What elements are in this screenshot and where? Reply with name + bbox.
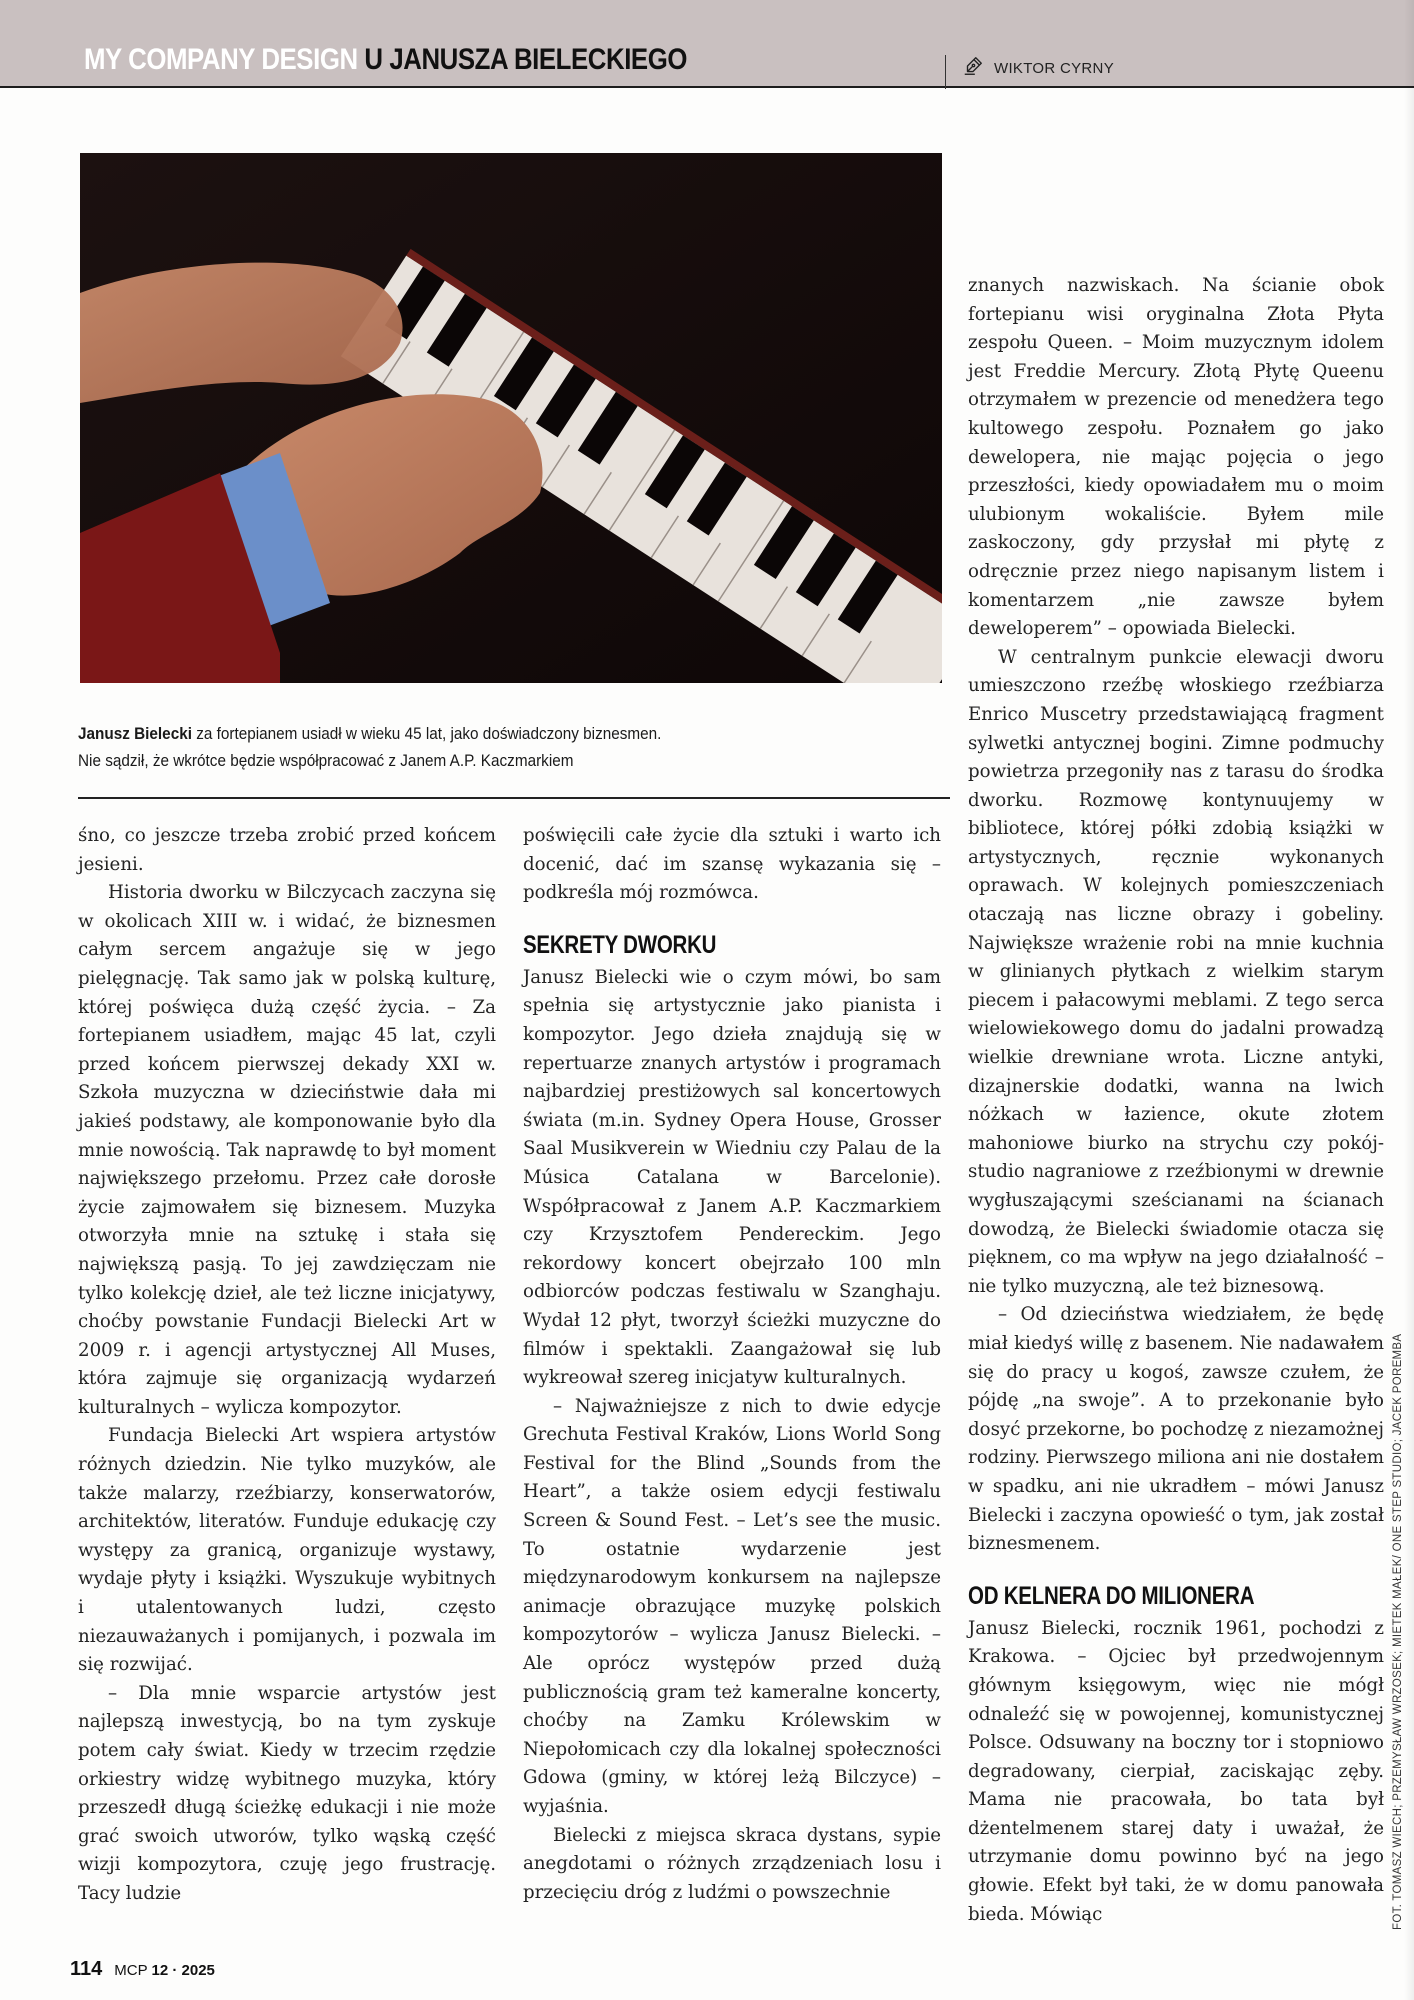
magazine-issue — [114, 1962, 215, 1979]
article-title: U JANUSZA BIELECKIEGO — [364, 43, 687, 76]
page-title — [84, 40, 687, 80]
magazine-name: MCP — [114, 1962, 148, 1979]
paragraph: – Od dzieciństwa wiedziałem, że będę miał kiedyś willę z basenem. Nie nadawałem się do pracy u kogoś, zawsze czułem, że pójdę „na swoje”. A to przekonanie było dosyć przekorne, bo pochodzę z niezamożnej rodziny. Pierwszego miliona ani nie dostałem w spadku, ani nie ukradłem – mówi Janusz Bielecki i zaczyna opowieść o tym, jak został biznesmenem. — [968, 1304, 1384, 1555]
article-column-1 — [78, 822, 496, 1909]
article-column-2 — [523, 822, 941, 1907]
paragraph: śno, co jeszcze trzeba zrobić przed końcem jesieni. — [78, 825, 496, 875]
paragraph: – Dla mnie wsparcie artystów jest najlepszą inwestycją, bo na tym zyskuje potem cały świat. Kiedy w trzecim rzędzie orkiestry widzę wybitnego muzyka, który przeszedł długą ścieżkę edukacji i nie może grać swoich utworów, tylko wąską część wizji kompozytora, czuję jego frustrację. Tacy ludzie — [78, 1682, 496, 1904]
pen-nib-icon — [962, 55, 984, 81]
article-photo-piano-hands — [80, 153, 942, 683]
photo-caption — [78, 720, 762, 774]
author-byline — [962, 55, 1114, 81]
paragraph: znanych nazwiskach. Na ścianie obok fortepianu wisi oryginalna Złota Płyta zespołu Queen. – Moim muzycznym idolem jest Freddie Mercury. Złotą Płytę Queenu otrzymałem w prezencie od menedżera tego kultowego zespołu. Poznałem go jako dewelopera, nie mając pojęcia o jego przeszłości, kiedy opowiadałem mu o moim ulubionym wokaliście. Byłem mile zaskoczony, gdy przysłał mi płytę z odręcznie przez niego napisanym listem i komentarzem „nie zawsze byłem deweloperem” – opowiada Bielecki. — [968, 275, 1384, 640]
author-name: WIKTOR CYRNY — [994, 59, 1114, 77]
page-footer — [70, 1958, 215, 1981]
header-divider — [945, 55, 946, 89]
article-column-3 — [968, 272, 1384, 1929]
paragraph: poświęcili całe życie dla sztuki i warto ich docenić, dać im szansę wykazania się – podkreśla mój rozmówca. — [523, 825, 941, 904]
header-band — [0, 0, 1414, 88]
caption-line-1 — [78, 720, 762, 747]
page-number: 114 — [70, 1958, 103, 1980]
piano-hands-illustration — [80, 153, 942, 683]
subheading-od-kelnera-do-milionera: OD KELNERA DO MILIONERA — [968, 1581, 1255, 1610]
caption-name: Janusz Bielecki — [78, 724, 192, 743]
paragraph: Janusz Bielecki, rocznik 1961, pochodzi z Krakowa. – Ojciec był przedwojennym głównym księgowym, więc nie mógł odnaleźć się w powojennej, komunistycznej Polsce. Odsuwany na boczny tor i stopniowo degradowany, cierpiał, zaciskając zęby. Mama nie pracowała, bo tata był dżentelmenem starej daty i uważał, że utrzymanie domu powinno być na jego głowie. Efekt był taki, że w domu panowała bieda. Mówiąc — [968, 1617, 1384, 1925]
page-edge-shadow — [1404, 0, 1414, 2000]
paragraph: Fundacja Bielecki Art wspiera artystów różnych dziedzin. Nie tylko muzyków, ale także malarzy, rzeźbiarzy, konserwatorów, architektów, literatów. Funduje edukację czy występy za granicą, organizuje wystawy, wydaje płyty i książki. Wyszukuje wybitnych i utalentowanych ludzi, często niezauważanych i pomijanych, i pozwala im się rozwijać. — [78, 1425, 496, 1676]
paragraph: Historia dworku w Bilczycach zaczyna się w okolicach XIII w. i widać, że biznesmen całym sercem angażuje się w jego pielęgnację. Tak samo jak w polską kulturę, której poświęca dużą część życia. – Za fortepianem usiadłem, mając 45 lat, czyli przed końcem pierwszej dekady XXI w. Szkoła muzyczna w dzieciństwie dała mi jakieś podstawy, ale komponowanie było dla mnie nowością. Tak naprawdę to był moment największego przełomu. Przez całe dorosłe życie zajmowałem się biznesem. Muzyka otworzyła mnie na sztukę i stała się największą pasją. To jej zawdzięczam nie tylko kolekcję dzieł, ale też liczne inicjatywy, choćby powstanie Fundacji Bielecki Art w 2009 r. i agencji artystycznej All Muses, która zajmuje się organizacją wydarzeń kulturalnych – wylicza kompozytor. — [78, 882, 496, 1418]
caption-line-2: Nie sądził, że wkrótce będzie współpracować z Janem A.P. Kaczmarkiem — [78, 751, 574, 770]
paragraph: Bielecki z miejsca skraca dystans, sypie anegdotami o różnych zrządzeniach losu i przecięciu dróg z ludźmi o powszechnie — [523, 1824, 941, 1903]
subheading-sekrety-dworku: SEKRETY DWORKU — [523, 930, 717, 959]
section-label: MY COMPANY DESIGN — [84, 43, 358, 76]
paragraph: Janusz Bielecki wie o czym mówi, bo sam spełnia się artystycznie jako pianista i kompozytor. Jego dzieła znajdują się w repertuarze znanych artystów i programach najbardziej prestiżowych sal koncertowych świata (m.in. Sydney Opera House, Grosser Saal Musikverein w Wiedniu czy Palau de la Música Catalana w Barcelonie). Współpracował z Janem A.P. Kaczmarkiem czy Krzysztofem Pendereckim. Jego rekordowy koncert obejrzało 100 mln odbiorców podczas festiwalu w Szanghaju. Wydał 12 płyt, tworzył ścieżki muzyczne do filmów i spektakli. Zaangażował się lub wykreował szereg inicjatyw kulturalnych. — [523, 966, 941, 1389]
paragraph: – Najważniejsze z nich to dwie edycje Grechuta Festival Kraków, Lions World Song Festival for the Blind „Sounds from the Heart”, a także osiem edycji festiwalu Screen & Sound Fest. – Let’s see the music. To ostatnie wydarzenie jest międzynarodowym konkursem na najlepsze animacje obrazujące muzykę polskich kompozytorów – wylicza Janusz Bielecki. – Ale oprócz występów przed dużą publicznością gram też kameralne koncerty, choćby na Zamku Królewskim w Niepołomicach czy dla lokalnej społeczności Gdowa (gminy, w której leżą Bilczyce) – wyjaśnia. — [523, 1395, 941, 1817]
issue-number: 12 · 2025 — [151, 1962, 215, 1979]
caption-line-1-text: za fortepianem usiadł w wieku 45 lat, jako doświadczony biznesmen. — [191, 724, 662, 743]
paragraph: W centralnym punkcie elewacji dworu umieszczono rzeźbę włoskiego rzeźbiarza Enrico Muscetry przedstawiającą fragment sylwetki antycznej bogini. Zimne podmuchy powietrza przegoniły nas z tarasu do środka dworku. Rozmowę kontynuujemy w bibliotece, której półki zdobią książki w artystycznych, ręcznie wykonanych oprawach. W kolejnych pomieszczeniach otaczają nas liczne obrazy i gobeliny. Największe wrażenie robi na mnie kuchnia w glinianych płytkach z wielkim starym piecem i pałacowymi meblami. Z tego serca wielowiekowego domu do jadalni prowadzą wielkie drewniane wrota. Liczne antyki, dizajnerskie dodatki, wanna na lwich nóżkach w łazience, okute złotem mahoniowe biurko na strychu czy pokój-studio nagraniowe z rzeźbionymi w drewnie wygłuszającymi sześcianami na ścianach dowodzą, że Bielecki świadomie otacza się pięknem, co ma wpływ na jego działalność – nie tylko muzyczną, ale też biznesową. — [968, 646, 1384, 1297]
photo-credits: FOT. TOMASZ WIECH; PRZEMYSŁAW WRZOSEK; MIETEK MAŁEK/ ONE STEP STUDIO; JACEK POREMBA — [1392, 1333, 1404, 1930]
caption-divider — [78, 797, 950, 799]
